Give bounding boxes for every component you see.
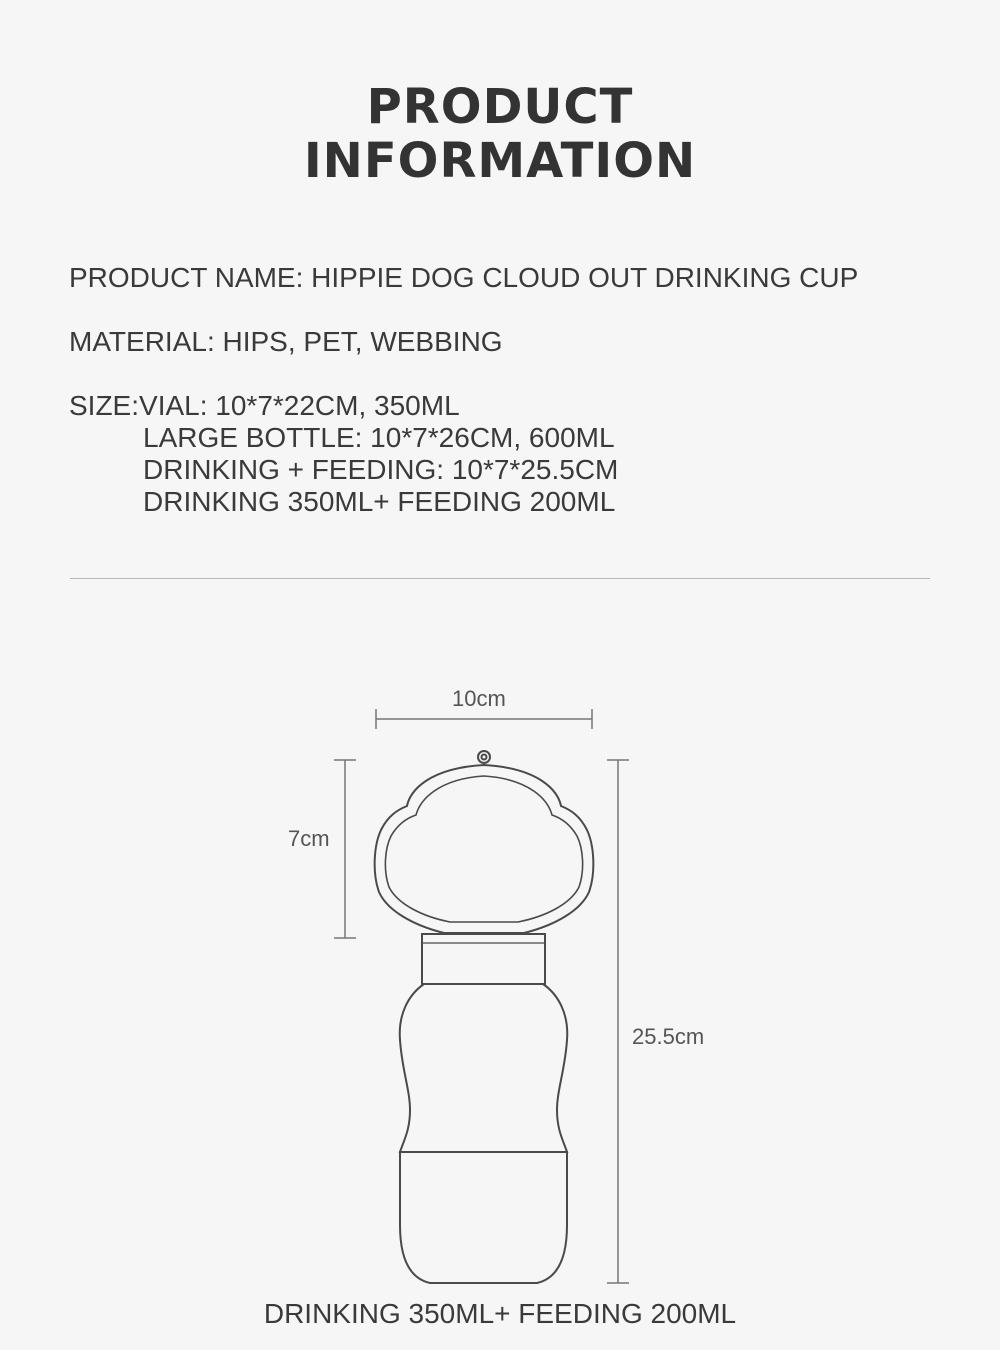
size-line-vial: SIZE:VIAL: 10*7*22CM, 350ML [69, 390, 460, 421]
width-dimension-line [376, 709, 592, 729]
lid-height-dimension-line [334, 760, 356, 938]
bottle-body [400, 984, 568, 1152]
page-title-line1: PRODUCT [366, 79, 634, 135]
diagram-caption: DRINKING 350ML+ FEEDING 200ML [263, 1298, 737, 1329]
lid-height-dimension-label: 7cm [288, 826, 330, 851]
width-dimension-label: 10cm [452, 686, 506, 711]
total-height-dimension-label: 25.5cm [632, 1024, 705, 1049]
bottle-collar [422, 934, 545, 984]
cloud-lid [375, 765, 594, 933]
total-height-dimension-line [607, 760, 629, 1283]
bottle-outline [375, 751, 594, 1283]
page-title-line2: INFORMATION [303, 133, 697, 189]
material-text: MATERIAL: HIPS, PET, WEBBING [69, 326, 503, 357]
size-line-drinking-feeding: DRINKING + FEEDING: 10*7*25.5CM [143, 454, 619, 485]
size-line-capacity: DRINKING 350ML+ FEEDING 200ML [143, 486, 616, 517]
size-line-large-bottle: LARGE BOTTLE: 10*7*26CM, 600ML [143, 422, 615, 453]
feeding-container [400, 1152, 567, 1283]
hanging-ring-icon [478, 751, 490, 763]
product-name-text: PRODUCT NAME: HIPPIE DOG CLOUD OUT DRINKING CUP [69, 262, 859, 293]
